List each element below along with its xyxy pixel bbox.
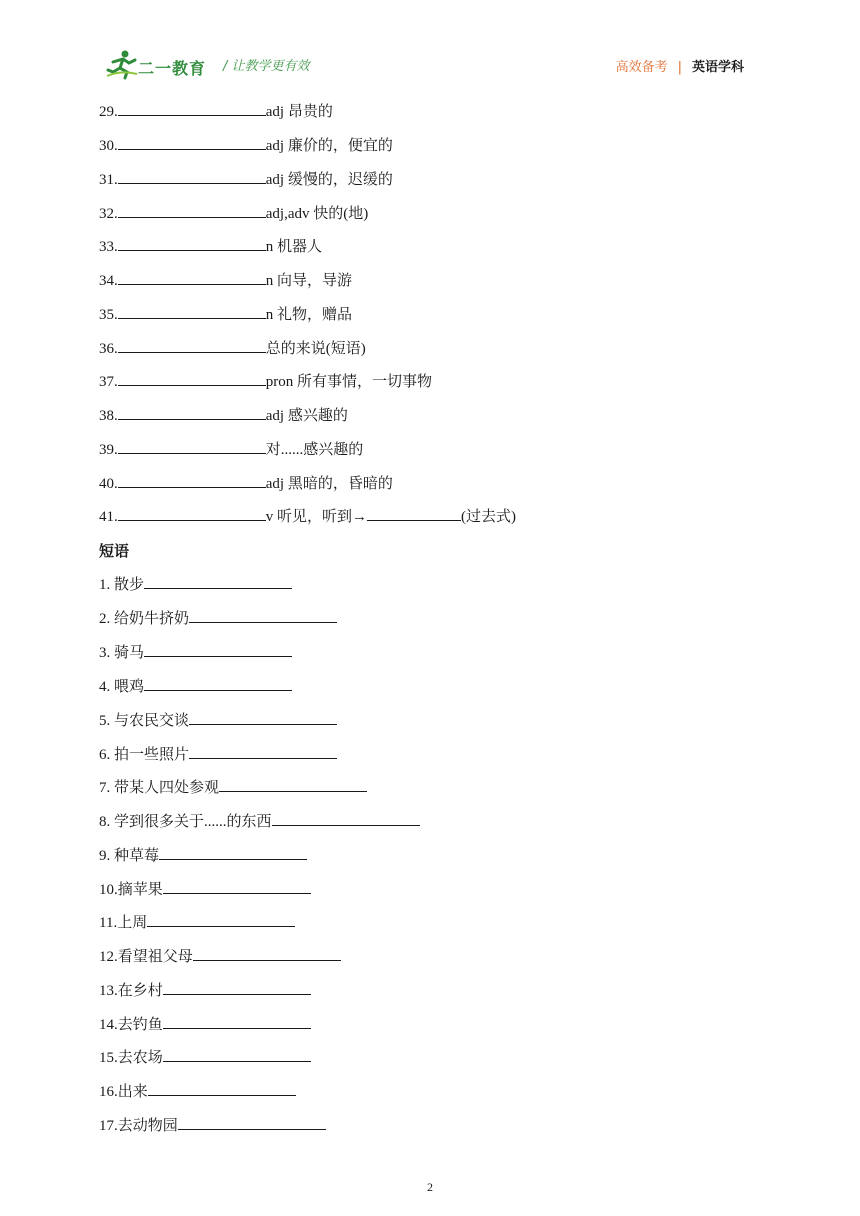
answer-blank[interactable]	[163, 879, 311, 894]
item-definition: n 向导，导游	[265, 273, 353, 289]
item-definition: pron 所有事情，一切事物	[265, 374, 432, 390]
item-number: 41.	[99, 509, 118, 525]
phrase-item	[99, 1047, 311, 1067]
item-definition: adj 廉价的，便宜的	[265, 138, 393, 154]
item-number: 16.	[99, 1084, 118, 1100]
answer-blank[interactable]	[189, 608, 337, 623]
phrase-item	[99, 642, 292, 662]
item-definition: n 礼物，赠品	[265, 307, 353, 323]
answer-blank[interactable]	[118, 439, 266, 454]
item-number: 30.	[99, 138, 118, 154]
answer-blank[interactable]	[147, 912, 295, 927]
answer-blank[interactable]	[118, 236, 266, 251]
past-tense-blank[interactable]	[367, 506, 461, 521]
phrase-item	[99, 1081, 296, 1101]
answer-blank[interactable]	[144, 574, 292, 589]
phrase-text: 与农民交谈	[114, 713, 190, 729]
item-number: 1.	[99, 577, 114, 593]
item-number: 34.	[99, 273, 118, 289]
runner-logo-icon	[105, 48, 139, 80]
vocab-item	[99, 101, 333, 121]
phrase-item	[99, 676, 292, 696]
answer-blank[interactable]	[118, 101, 266, 116]
answer-blank[interactable]	[118, 135, 266, 150]
item-number: 6.	[99, 747, 114, 763]
item-number: 8.	[99, 814, 114, 830]
item-number: 31.	[99, 172, 118, 188]
answer-blank[interactable]	[159, 845, 307, 860]
item-definition: adj 昂贵的	[265, 104, 333, 120]
phrase-item	[99, 744, 337, 764]
answer-blank[interactable]	[118, 338, 266, 353]
phrase-text: 摘苹果	[117, 882, 163, 898]
vocab-item	[99, 169, 393, 189]
answer-blank[interactable]	[144, 642, 292, 657]
item-definition: adj 黑暗的，昏暗的	[265, 476, 393, 492]
phrase-text: 给奶牛挤奶	[114, 611, 190, 627]
item-number: 29.	[99, 104, 118, 120]
phrase-text: 看望祖父母	[117, 949, 193, 965]
answer-blank[interactable]	[118, 169, 266, 184]
phrase-text: 去动物园	[117, 1118, 178, 1134]
phrase-item	[99, 777, 367, 797]
vocab-item	[99, 338, 366, 358]
answer-blank[interactable]	[118, 405, 266, 420]
item-number: 37.	[99, 374, 118, 390]
item-number: 15.	[99, 1050, 118, 1066]
item-number: 9.	[99, 848, 114, 864]
vocab-item	[99, 506, 516, 526]
phrase-item	[99, 811, 420, 831]
slogan: / 让教学更有效	[223, 59, 310, 74]
phrase-text: 出来	[117, 1084, 148, 1100]
phrase-text: 带某人四处参观	[114, 780, 220, 796]
answer-blank[interactable]	[118, 371, 266, 386]
item-number: 38.	[99, 408, 118, 424]
item-number: 13.	[99, 983, 118, 999]
vocab-item	[99, 270, 352, 290]
answer-blank[interactable]	[148, 1081, 296, 1096]
item-number: 33.	[99, 239, 118, 255]
phrase-text: 骑马	[114, 645, 145, 661]
vocab-item	[99, 135, 393, 155]
item-number: 5.	[99, 713, 114, 729]
item-definition: adj 感兴趣的	[265, 408, 348, 424]
page-number: 2	[427, 1180, 433, 1194]
phrase-item	[99, 1115, 326, 1135]
vocab-item	[99, 203, 368, 223]
vocab-item	[99, 371, 432, 391]
item-number: 17.	[99, 1118, 118, 1134]
item-definition: n 机器人	[265, 239, 323, 255]
item-number: 10.	[99, 882, 118, 898]
vocab-item	[99, 405, 348, 425]
answer-blank[interactable]	[178, 1115, 326, 1130]
phrase-item	[99, 608, 337, 628]
phrase-text: 散步	[114, 577, 145, 593]
header-separator: |	[677, 60, 682, 75]
vocab-item	[99, 439, 363, 459]
phrase-text: 在乡村	[117, 983, 163, 999]
header-tag-exam: 高效备考	[615, 60, 668, 75]
phrase-item	[99, 879, 311, 899]
phrase-item	[99, 946, 341, 966]
item-number: 40.	[99, 476, 118, 492]
phrase-text: 去农场	[117, 1050, 163, 1066]
answer-blank[interactable]	[163, 980, 311, 995]
item-number: 35.	[99, 307, 118, 323]
vocab-item	[99, 473, 393, 493]
item-definition: adj 缓慢的，迟缓的	[265, 172, 393, 188]
answer-blank[interactable]	[118, 270, 266, 285]
phrase-text: 去钓鱼	[117, 1017, 163, 1033]
answer-blank[interactable]	[272, 811, 420, 826]
answer-blank[interactable]	[118, 473, 266, 488]
phrase-item	[99, 574, 292, 594]
phrase-item	[99, 912, 295, 932]
answer-blank[interactable]	[163, 1047, 311, 1062]
logo-text: 二一教育	[138, 59, 207, 78]
item-number: 12.	[99, 949, 118, 965]
phrase-text: 拍一些照片	[114, 747, 190, 763]
phrase-text: 上周	[117, 915, 148, 931]
item-suffix: (过去式)	[461, 509, 517, 525]
vocab-item	[99, 236, 322, 256]
item-number: 11.	[99, 915, 118, 931]
header-tags	[616, 56, 744, 75]
answer-blank[interactable]	[219, 777, 367, 792]
phrase-item	[99, 1014, 311, 1034]
answer-blank[interactable]	[118, 304, 266, 319]
phrase-text: 学到很多关于......的东西	[114, 814, 272, 830]
item-number: 3.	[99, 645, 114, 661]
item-definition: 对......感兴趣的	[265, 442, 364, 458]
answer-blank[interactable]	[163, 1014, 311, 1029]
header-tag-subject: 英语学科	[691, 60, 744, 75]
item-definition: v 听见，听到→	[265, 509, 368, 525]
phrase-item	[99, 980, 311, 1000]
page-header	[0, 0, 860, 90]
logo	[105, 48, 225, 80]
answer-blank[interactable]	[189, 710, 337, 725]
item-number: 7.	[99, 780, 114, 796]
answer-blank[interactable]	[189, 744, 337, 759]
item-number: 4.	[99, 679, 114, 695]
phrase-item	[99, 710, 337, 730]
item-number: 36.	[99, 341, 118, 357]
answer-blank[interactable]	[144, 676, 292, 691]
item-definition: adj,adv 快的(地)	[265, 206, 369, 222]
answer-blank[interactable]	[118, 506, 266, 521]
item-number: 2.	[99, 611, 114, 627]
item-definition: 总的来说(短语)	[265, 341, 366, 357]
item-number: 39.	[99, 442, 118, 458]
phrase-text: 喂鸡	[114, 679, 145, 695]
item-number: 14.	[99, 1017, 118, 1033]
item-number: 32.	[99, 206, 118, 222]
answer-blank[interactable]	[118, 203, 266, 218]
vocab-item	[99, 304, 352, 324]
phrase-text: 种草莓	[114, 848, 160, 864]
section-title-phrases: 短语	[99, 542, 130, 560]
answer-blank[interactable]	[193, 946, 341, 961]
phrase-item	[99, 845, 307, 865]
